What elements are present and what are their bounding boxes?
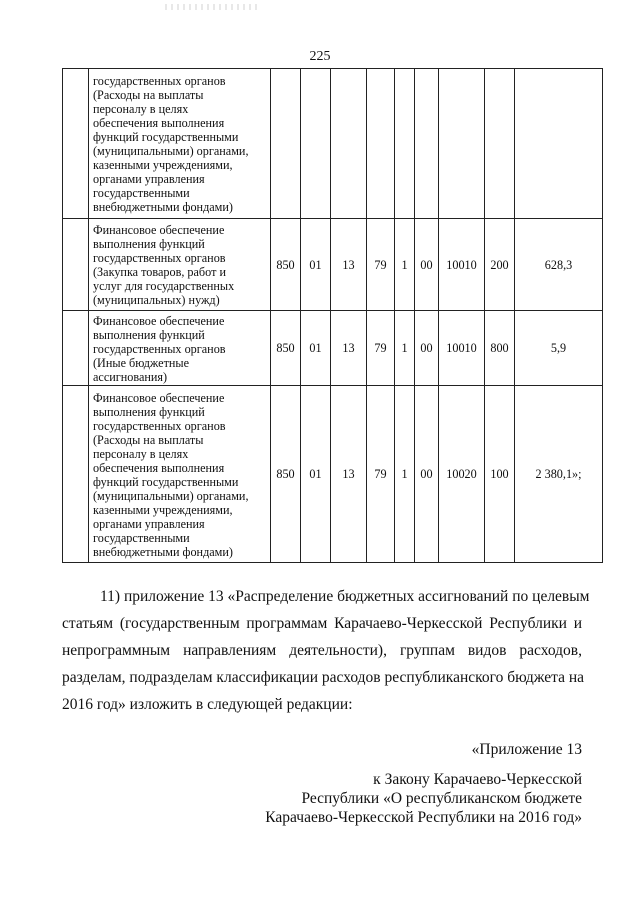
budget-table xyxy=(62,68,603,563)
expense-name-line: внебюджетными фондами) xyxy=(93,200,233,214)
amount-cell xyxy=(515,69,603,219)
subprogram-code-cell: 1 xyxy=(395,219,415,311)
expense-type-code-cell: 800 xyxy=(485,311,515,386)
subsection-code-cell: 13 xyxy=(331,219,367,311)
expense-name-line: государственных органов xyxy=(93,251,226,265)
expense-name-line: выполнения функций xyxy=(93,327,205,342)
main-event-code-cell: 00 xyxy=(415,386,439,563)
ministry-code-cell: 850 xyxy=(271,311,301,386)
section-code-cell: 01 xyxy=(301,219,331,311)
expense-name-line: внебюджетными фондами) xyxy=(93,544,233,559)
direction-code-cell: 10020 xyxy=(439,386,485,563)
section-code-cell: 01 xyxy=(301,311,331,386)
annex-line: Карачаево-Черкесской Республики на 2016 год» xyxy=(265,809,582,826)
row-index-cell xyxy=(63,386,89,563)
paragraph-line: 2016 год» изложить в следующей редакции: xyxy=(62,696,353,713)
expense-name-line: функций государственными xyxy=(93,474,239,489)
scan-artifact xyxy=(165,4,260,10)
expense-name-line: государственных органов xyxy=(93,418,226,433)
expense-name-cell xyxy=(89,386,271,563)
expense-name-line: (Расходы на выплаты xyxy=(93,88,204,102)
direction-code-cell: 10010 xyxy=(439,311,485,386)
expense-name-line: (Закупка товаров, работ и xyxy=(93,265,226,279)
table-row xyxy=(63,311,603,386)
expense-name-line: персоналу в целях xyxy=(93,102,189,116)
expense-name-line: (Расходы на выплаты xyxy=(93,432,204,447)
expense-name-line: персоналу в целях xyxy=(93,446,189,461)
expense-name-line: казенными учреждениями, xyxy=(93,158,233,172)
row-index-cell xyxy=(63,311,89,386)
annex-title: «Приложение 13 xyxy=(471,741,582,758)
program-code-cell: 79 xyxy=(367,386,395,563)
expense-name-line: органами управления xyxy=(93,516,205,531)
subsection-code-cell: 13 xyxy=(331,386,367,563)
expense-type-code-cell: 100 xyxy=(485,386,515,563)
expense-name-cell xyxy=(89,219,271,311)
paragraph-line: статьям (государственным программам Карачаево-Черкесской Республики и xyxy=(62,615,582,632)
main-event-code-cell: 00 xyxy=(415,311,439,386)
expense-name-line: ассигнования) xyxy=(93,369,168,384)
amount-cell: 2 380,1»; xyxy=(515,386,603,563)
expense-name-line: (муниципальных) нужд) xyxy=(93,293,220,307)
ministry-code-cell xyxy=(271,69,301,219)
expense-type-code-cell xyxy=(485,69,515,219)
expense-name-line: государственными xyxy=(93,530,190,545)
subprogram-code-cell: 1 xyxy=(395,311,415,386)
table-row xyxy=(63,386,603,563)
amount-cell: 5,9 xyxy=(515,311,603,386)
expense-name-cell xyxy=(89,69,271,219)
paragraph-line: непрограммным направлениям деятельности), группам видов расходов, xyxy=(62,642,582,659)
program-code-cell xyxy=(367,69,395,219)
expense-name-line: (Иные бюджетные xyxy=(93,355,190,370)
direction-code-cell xyxy=(439,69,485,219)
page-number: 225 xyxy=(309,49,331,64)
annex-line: Республики «О республиканском бюджете xyxy=(301,790,582,807)
subprogram-code-cell: 1 xyxy=(395,386,415,563)
expense-name-line: казенными учреждениями, xyxy=(93,502,233,517)
table-row xyxy=(63,219,603,311)
table-row xyxy=(63,69,603,219)
amount-cell: 628,3 xyxy=(515,219,603,311)
expense-type-code-cell: 200 xyxy=(485,219,515,311)
paragraph-line: разделам, подразделам классификации расходов республиканского бюджета на xyxy=(62,669,585,686)
main-event-code-cell: 00 xyxy=(415,219,439,311)
expense-name-line: обеспечения выполнения xyxy=(93,116,225,130)
expense-name-cell xyxy=(89,311,271,386)
ministry-code-cell: 850 xyxy=(271,386,301,563)
row-index-cell xyxy=(63,219,89,311)
expense-name-line: государственных органов xyxy=(93,74,226,88)
subsection-code-cell: 13 xyxy=(331,311,367,386)
expense-name-line: обеспечения выполнения xyxy=(93,460,225,475)
subprogram-code-cell xyxy=(395,69,415,219)
expense-name-line: государственными xyxy=(93,186,190,200)
expense-name-line: выполнения функций xyxy=(93,237,205,251)
expense-name-line: Финансовое обеспечение xyxy=(93,223,225,237)
ministry-code-cell: 850 xyxy=(271,219,301,311)
expense-name-line: государственных органов xyxy=(93,341,226,356)
program-code-cell: 79 xyxy=(367,219,395,311)
paragraph-line: 11) приложение 13 «Распределение бюджетных ассигнований по целевым xyxy=(100,588,590,605)
expense-name-line: Финансовое обеспечение xyxy=(93,313,225,328)
expense-name-line: услуг для государственных xyxy=(93,279,235,293)
direction-code-cell: 10010 xyxy=(439,219,485,311)
section-code-cell xyxy=(301,69,331,219)
amendment-paragraph xyxy=(62,583,590,718)
expense-name-line: (муниципальными) органами, xyxy=(93,144,249,158)
section-code-cell: 01 xyxy=(301,386,331,563)
expense-name-line: функций государственными xyxy=(93,130,239,144)
row-index-cell xyxy=(63,69,89,219)
expense-name-line: (муниципальными) органами, xyxy=(93,488,249,503)
expense-name-line: органами управления xyxy=(93,172,205,186)
expense-name-line: выполнения функций xyxy=(93,404,205,419)
expense-name-line: Финансовое обеспечение xyxy=(93,390,225,405)
main-event-code-cell xyxy=(415,69,439,219)
program-code-cell: 79 xyxy=(367,311,395,386)
annex-reference xyxy=(265,770,582,827)
subsection-code-cell xyxy=(331,69,367,219)
annex-line: к Закону Карачаево-Черкесской xyxy=(373,771,582,788)
